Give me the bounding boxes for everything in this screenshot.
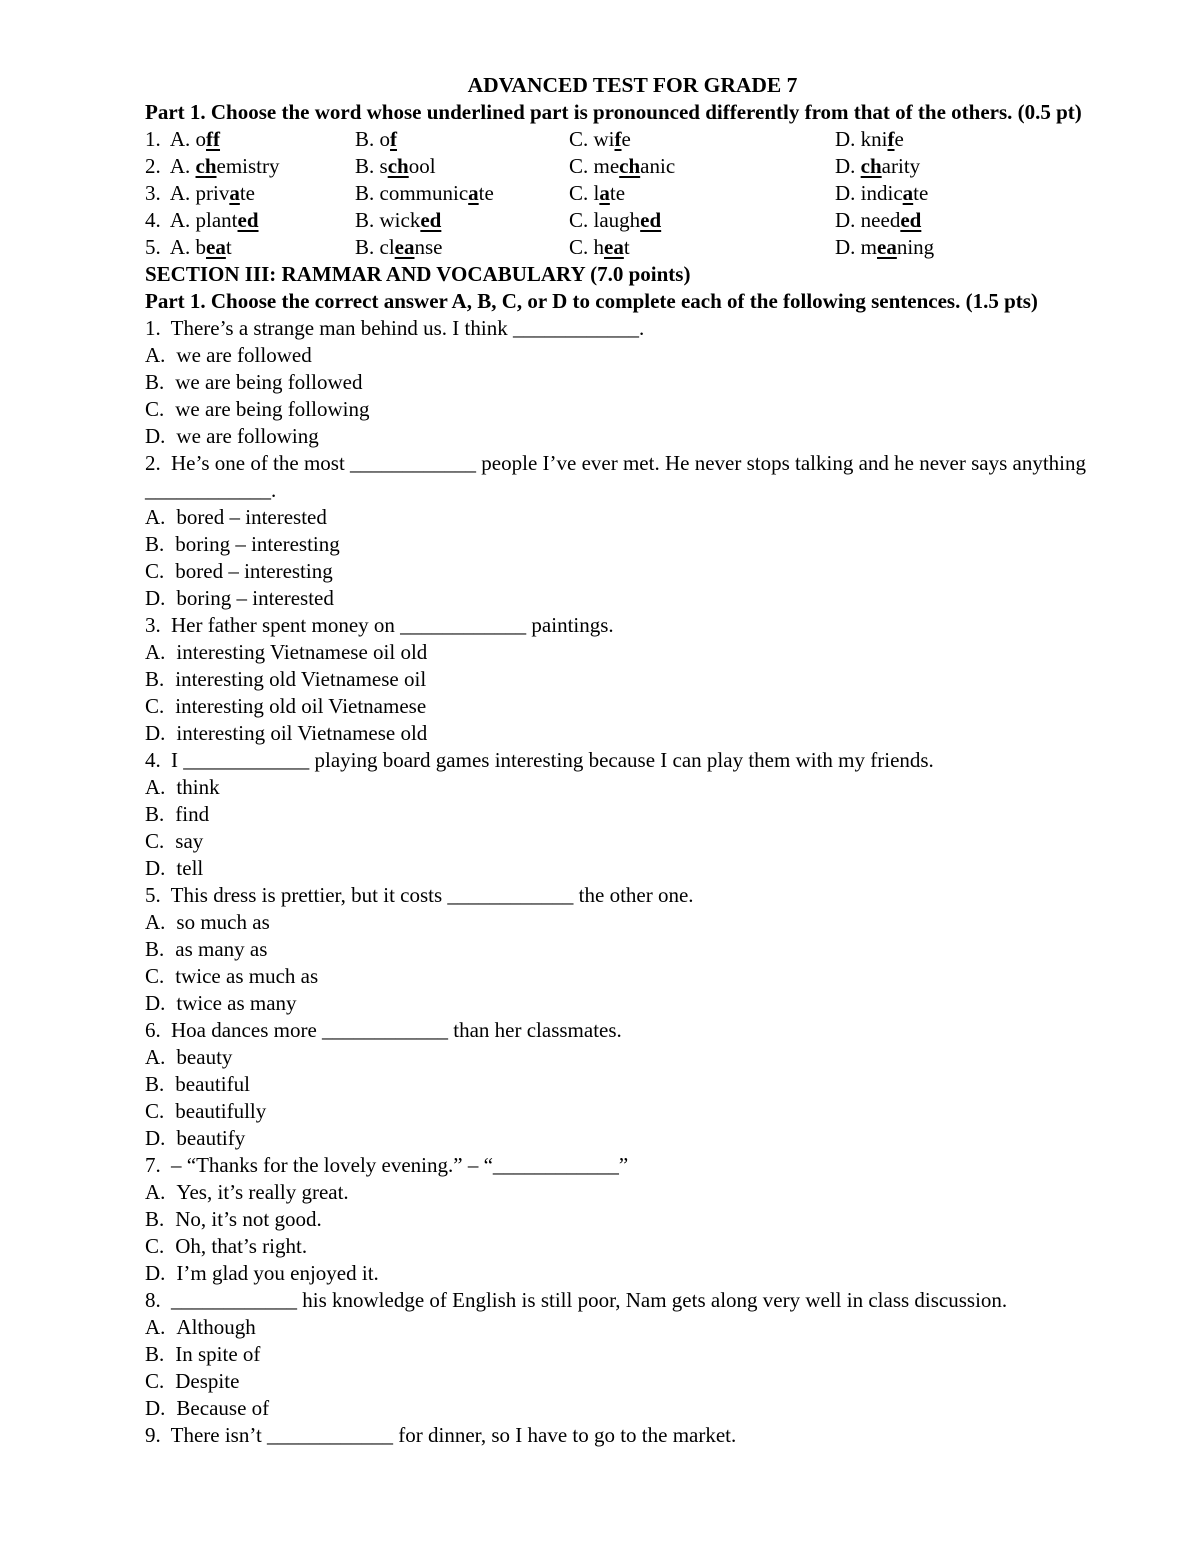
underlined-part: f [887, 127, 895, 151]
option-text: bored – interested [176, 505, 327, 529]
option-letter: D. [145, 856, 166, 880]
option-word: chemistry [195, 154, 280, 178]
answer-option [145, 1314, 1120, 1341]
option-word: meaning [860, 235, 935, 259]
option-text: interesting old oil Vietnamese [175, 694, 427, 718]
underlined-part: ea [394, 235, 415, 259]
option-letter: B. [145, 802, 165, 826]
grammar-question [145, 1017, 1120, 1152]
answer-option [145, 369, 1120, 396]
question-text: 4. I ____________ playing board games interesting because I can play them with my friends. [145, 748, 934, 772]
pronunciation-option [835, 153, 920, 180]
option-letter: D. [145, 991, 166, 1015]
underlined-part: f [390, 127, 398, 151]
option-text: Although [176, 1315, 256, 1339]
option-text: find [175, 802, 210, 826]
option-letter: B. [355, 235, 375, 259]
option-word: private [195, 181, 255, 205]
option-letter: C. [145, 1099, 165, 1123]
option-word: beat [195, 235, 232, 259]
option-text: Because of [176, 1396, 270, 1420]
option-word: wife [593, 127, 631, 151]
option-text: beautiful [175, 1072, 250, 1096]
underlined-part: ed [900, 208, 922, 232]
answer-option [145, 855, 1120, 882]
option-letter: C. [569, 154, 589, 178]
option-word: late [593, 181, 626, 205]
underlined-part: ch [195, 154, 217, 178]
question-number: 8. [145, 1288, 161, 1312]
question-number: 9. [145, 1423, 161, 1447]
option-letter: D. [145, 1261, 166, 1285]
option-text: we are followed [176, 343, 312, 367]
answer-option [145, 963, 1120, 990]
option-letter: C. [145, 1369, 165, 1393]
option-letter: D. [145, 721, 166, 745]
pronunciation-option [145, 234, 355, 261]
grammar-question [145, 1287, 1120, 1422]
question-text: 7. – “Thanks for the lovely evening.” – “____________” [145, 1153, 629, 1177]
grammar-question-list [145, 315, 1120, 1449]
option-letter: B. [145, 1072, 165, 1096]
option-text: we are following [176, 424, 319, 448]
option-letter: B. [145, 1342, 165, 1366]
pronunciation-option [835, 207, 921, 234]
underlined-part: ed [237, 208, 259, 232]
option-word: heat [593, 235, 630, 259]
question-number: 1. [145, 316, 161, 340]
pronunciation-question-row [145, 126, 1120, 153]
option-text: boring – interesting [175, 532, 340, 556]
pronunciation-option [355, 153, 569, 180]
option-text: think [176, 775, 220, 799]
option-text: say [175, 829, 204, 853]
option-letter: A. [145, 1045, 166, 1069]
option-text: interesting old Vietnamese oil [175, 667, 427, 691]
pronunciation-option [355, 180, 569, 207]
option-letter: A. [145, 343, 166, 367]
option-letter: C. [145, 694, 165, 718]
underlined-part: ed [640, 208, 662, 232]
answer-option [145, 1341, 1120, 1368]
option-letter: B. [355, 127, 375, 151]
pronunciation-option [145, 126, 355, 153]
answer-option [145, 720, 1120, 747]
option-letter: D. [835, 181, 856, 205]
answer-option [145, 774, 1120, 801]
answer-option [145, 423, 1120, 450]
option-letter: A. [169, 208, 191, 232]
underlined-part: a [468, 181, 479, 205]
option-letter: C. [569, 181, 589, 205]
grammar-instructions: Part 1. Choose the correct answer A, B, C, or D to complete each of the following sentences. (1.5 pts) [145, 289, 1038, 313]
option-letter: B. [145, 667, 165, 691]
option-text: interesting oil Vietnamese old [176, 721, 428, 745]
pronunciation-question-row [145, 180, 1120, 207]
pronunciation-question-row [145, 153, 1120, 180]
option-letter: B. [355, 181, 375, 205]
option-letter: C. [569, 235, 589, 259]
answer-option [145, 1395, 1120, 1422]
answer-option [145, 1179, 1120, 1206]
page-title: ADVANCED TEST FOR GRADE 7 [467, 73, 798, 97]
question-number: 2. [145, 451, 161, 475]
option-letter: C. [145, 829, 165, 853]
option-text: boring – interested [176, 586, 334, 610]
option-text: Despite [175, 1369, 240, 1393]
option-word: off [195, 127, 221, 151]
pronunciation-question-list [145, 126, 1120, 261]
option-word: communicate [379, 181, 494, 205]
option-text: I’m glad you enjoyed it. [176, 1261, 379, 1285]
pronunciation-option [835, 180, 928, 207]
option-text: as many as [175, 937, 268, 961]
underlined-part: f [614, 127, 622, 151]
question-number: 6. [145, 1018, 161, 1042]
option-word: knife [860, 127, 904, 151]
option-word: school [379, 154, 436, 178]
pronunciation-option [835, 234, 934, 261]
option-word: laughed [593, 208, 662, 232]
pronunciation-option [569, 126, 835, 153]
pronunciation-question-row [145, 234, 1120, 261]
question-number: 1. [145, 127, 161, 151]
option-letter: C. [145, 1234, 165, 1258]
answer-option [145, 342, 1120, 369]
answer-option [145, 1368, 1120, 1395]
option-letter: A. [169, 235, 191, 259]
answer-option [145, 1206, 1120, 1233]
option-word: mechanic [593, 154, 676, 178]
pronunciation-option [569, 207, 835, 234]
option-text: interesting Vietnamese oil old [176, 640, 428, 664]
underlined-part: a [229, 181, 240, 205]
option-text: In spite of [175, 1342, 261, 1366]
pronunciation-question-row [145, 207, 1120, 234]
option-text: so much as [176, 910, 270, 934]
option-letter: B. [145, 532, 165, 556]
grammar-question [145, 1422, 1120, 1449]
answer-option [145, 531, 1120, 558]
option-text: we are being following [175, 397, 370, 421]
answer-option [145, 585, 1120, 612]
option-letter: B. [145, 1207, 165, 1231]
option-letter: C. [569, 127, 589, 151]
answer-option [145, 936, 1120, 963]
question-number: 3. [145, 613, 161, 637]
underlined-part: ea [877, 235, 897, 259]
option-letter: D. [835, 235, 856, 259]
option-text: we are being followed [175, 370, 363, 394]
section-heading: SECTION III: RAMMAR AND VOCABULARY (7.0 points) [145, 262, 691, 286]
question-number: 5. [145, 883, 161, 907]
option-word: wicked [379, 208, 442, 232]
underlined-part: ch [387, 154, 409, 178]
question-text: 1. There’s a strange man behind us. I think ____________. [145, 316, 645, 340]
answer-option [145, 1044, 1120, 1071]
pronunciation-option [569, 153, 835, 180]
pronunciation-option [569, 234, 835, 261]
option-word: cleanse [379, 235, 443, 259]
option-letter: A. [145, 505, 166, 529]
option-word: of [379, 127, 398, 151]
option-text: Yes, it’s really great. [176, 1180, 349, 1204]
question-number: 5. [145, 235, 161, 259]
option-letter: A. [169, 181, 191, 205]
question-number: 3. [145, 181, 161, 205]
option-text: beautifully [175, 1099, 267, 1123]
option-letter: D. [145, 1126, 166, 1150]
underlined-part: ea [206, 235, 226, 259]
answer-option [145, 396, 1120, 423]
answer-option [145, 639, 1120, 666]
answer-option [145, 1071, 1120, 1098]
option-letter: B. [145, 370, 165, 394]
question-text: 9. There isn’t ____________ for dinner, so I have to go to the market. [145, 1423, 737, 1447]
answer-option [145, 801, 1120, 828]
question-text: 2. He’s one of the most ____________ people I’ve ever met. He never stops talking and he never says anything ____________. [145, 451, 1087, 502]
question-number: 4. [145, 208, 161, 232]
option-text: bored – interesting [175, 559, 333, 583]
option-letter: A. [145, 775, 166, 799]
underlined-part: a [902, 181, 914, 205]
option-letter: C. [145, 964, 165, 988]
answer-option [145, 1260, 1120, 1287]
option-text: Oh, that’s right. [175, 1234, 308, 1258]
option-letter: A. [169, 127, 191, 151]
grammar-question [145, 747, 1120, 882]
option-letter: D. [835, 154, 856, 178]
underlined-part: ea [604, 235, 624, 259]
answer-option [145, 1125, 1120, 1152]
answer-option [145, 1233, 1120, 1260]
question-number: 2. [145, 154, 161, 178]
option-letter: C. [145, 397, 165, 421]
underlined-part: ch [860, 154, 882, 178]
grammar-question [145, 1152, 1120, 1287]
option-text: tell [176, 856, 204, 880]
option-text: twice as many [176, 991, 297, 1015]
answer-option [145, 666, 1120, 693]
option-letter: D. [145, 1396, 166, 1420]
pronunciation-option [145, 207, 355, 234]
pronunciation-option [569, 180, 835, 207]
pronunciation-option [145, 153, 355, 180]
pronunciation-instructions: Part 1. Choose the word whose underlined part is pronounced differently from that of the others. (0.5 pt) [145, 100, 1082, 124]
underlined-part: ff [206, 127, 221, 151]
grammar-question [145, 315, 1120, 450]
option-letter: A. [145, 910, 166, 934]
option-letter: B. [145, 937, 165, 961]
answer-option [145, 504, 1120, 531]
option-text: No, it’s not good. [175, 1207, 322, 1231]
option-letter: D. [835, 127, 856, 151]
pronunciation-option [835, 126, 904, 153]
grammar-question [145, 450, 1120, 612]
underlined-part: a [599, 181, 610, 205]
option-letter: D. [145, 586, 166, 610]
option-letter: A. [169, 154, 191, 178]
answer-option [145, 1098, 1120, 1125]
option-letter: C. [569, 208, 589, 232]
option-text: beautify [176, 1126, 246, 1150]
pronunciation-option [145, 180, 355, 207]
option-text: twice as much as [175, 964, 319, 988]
option-letter: B. [355, 208, 375, 232]
answer-option [145, 990, 1120, 1017]
question-text: 8. ____________ his knowledge of English is still poor, Nam gets along very well in class discussion. [145, 1288, 1008, 1312]
option-word: charity [860, 154, 921, 178]
question-number: 4. [145, 748, 161, 772]
pronunciation-option [355, 207, 569, 234]
option-word: planted [195, 208, 259, 232]
answer-option [145, 558, 1120, 585]
question-text: 3. Her father spent money on ____________ paintings. [145, 613, 614, 637]
option-letter: A. [145, 1315, 166, 1339]
answer-option [145, 693, 1120, 720]
option-letter: A. [145, 640, 166, 664]
underlined-part: ed [420, 208, 442, 232]
question-text: 6. Hoa dances more ____________ than her classmates. [145, 1018, 622, 1042]
grammar-question [145, 882, 1120, 1017]
answer-option [145, 828, 1120, 855]
option-letter: B. [355, 154, 375, 178]
option-word: indicate [860, 181, 929, 205]
option-letter: D. [835, 208, 856, 232]
option-letter: D. [145, 424, 166, 448]
pronunciation-option [355, 126, 569, 153]
pronunciation-option [355, 234, 569, 261]
option-letter: C. [145, 559, 165, 583]
underlined-part: ch [619, 154, 641, 178]
option-text: beauty [176, 1045, 233, 1069]
option-word: needed [860, 208, 922, 232]
grammar-question [145, 612, 1120, 747]
question-text: 5. This dress is prettier, but it costs ____________ the other one. [145, 883, 694, 907]
answer-option [145, 909, 1120, 936]
option-letter: A. [145, 1180, 166, 1204]
question-number: 7. [145, 1153, 161, 1177]
